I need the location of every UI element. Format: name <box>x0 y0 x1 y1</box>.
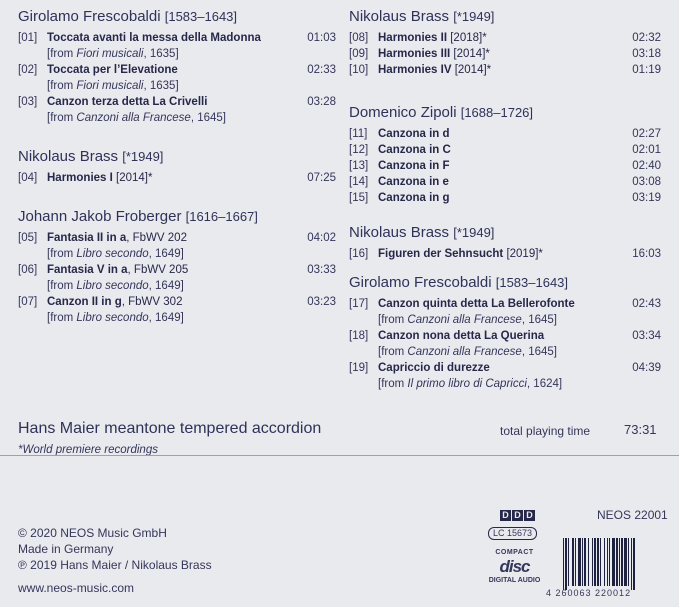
track-title-text: Harmonies IV <box>378 64 452 76</box>
track-duration: 16:03 <box>632 248 661 260</box>
track-number: [19] <box>349 362 369 374</box>
composer-years: [1616–1667] <box>185 209 258 224</box>
composer-years: [*1949] <box>122 149 164 164</box>
track-duration: 02:33 <box>307 64 336 76</box>
track-row <box>349 142 661 158</box>
track-number: [03] <box>18 96 38 108</box>
track-number: [11] <box>349 128 368 140</box>
composer-section <box>18 148 336 186</box>
track-row <box>349 246 661 262</box>
track-source <box>349 312 661 328</box>
composer-heading <box>18 148 336 166</box>
composer-heading <box>349 104 661 122</box>
track-title-suffix: [2019]* <box>503 248 543 260</box>
premiere-note: *World premiere recordings <box>18 444 158 456</box>
composer-name: Nikolaus Brass <box>349 224 450 241</box>
cd-logo-top: COMPACT <box>495 549 534 556</box>
barcode-bar <box>578 538 581 586</box>
track-title-suffix: , FbWV 302 <box>121 296 183 308</box>
track-duration: 04:39 <box>632 362 661 374</box>
barcode-bar <box>628 538 629 586</box>
track-title-text: Canzona in d <box>378 128 450 140</box>
track-duration: 03:19 <box>632 192 661 204</box>
track-title <box>378 174 449 190</box>
source-prefix: [from <box>47 248 77 260</box>
track-number: [06] <box>18 264 38 276</box>
track-title-suffix: [2014]* <box>450 48 490 60</box>
track-row <box>349 296 661 312</box>
track-title <box>378 46 490 62</box>
track-title-text: Canzona in g <box>378 192 450 204</box>
barcode-bar <box>621 538 623 586</box>
track-source <box>18 78 336 94</box>
track-title-text: Canzon II in g <box>47 296 122 308</box>
total-time-value: 73:31 <box>624 422 657 437</box>
track-source <box>349 344 661 360</box>
barcode-bar <box>631 538 632 590</box>
track-number: [15] <box>349 192 369 204</box>
composer-name: Johann Jakob Froberger <box>18 208 182 225</box>
phonogram-line: ℗ 2019 Hans Maier / Nikolaus Brass <box>18 558 212 572</box>
composer-years: [1688–1726] <box>460 105 534 120</box>
track-number: [16] <box>349 248 369 260</box>
track-row <box>18 262 336 278</box>
track-title-text: Harmonies III <box>378 48 451 60</box>
composer-heading <box>349 8 661 26</box>
track-title-suffix: , FbWV 205 <box>127 264 189 276</box>
barcode-number: 4 260063 220012 <box>546 588 632 598</box>
track-title-text: Canzon terza detta La Crivelli <box>47 96 208 108</box>
track-source <box>18 278 336 294</box>
track-title <box>378 126 450 142</box>
footer-divider <box>0 455 679 456</box>
source-suffix: , 1645] <box>521 346 557 358</box>
track-source <box>18 246 336 262</box>
composer-years: [*1949] <box>453 225 495 240</box>
source-prefix: [from <box>47 48 77 60</box>
track-duration: 07:25 <box>307 172 336 184</box>
track-row <box>349 62 661 78</box>
track-row <box>349 158 661 174</box>
track-title <box>378 158 450 174</box>
source-prefix: [from <box>378 314 408 326</box>
source-prefix: [from <box>47 280 77 292</box>
composer-section <box>349 104 661 206</box>
track-duration: 03:18 <box>632 48 661 60</box>
track-row <box>349 126 661 142</box>
source-suffix: , 1624] <box>526 378 563 390</box>
source-prefix: [from <box>378 378 408 390</box>
track-row <box>18 230 336 246</box>
track-title <box>47 262 188 278</box>
track-number: [09] <box>349 48 369 60</box>
track-title-text: Toccata per l’Elevatione <box>47 64 178 76</box>
barcode-bar <box>619 538 620 586</box>
track-title-suffix: , FbWV 202 <box>126 232 187 244</box>
cd-logo-mid: disc <box>499 557 530 576</box>
track-row <box>349 190 661 206</box>
barcode-bar <box>616 538 618 586</box>
track-number: [05] <box>18 232 38 244</box>
ddd-letter: D <box>524 510 535 521</box>
barcode-bar <box>568 538 569 586</box>
composer-section <box>18 8 336 126</box>
compact-disc-logo <box>487 548 542 586</box>
track-source <box>18 110 336 126</box>
track-title <box>378 296 575 312</box>
track-title <box>378 360 490 376</box>
track-title-suffix: [2018]* <box>447 32 487 44</box>
barcode-bar <box>582 538 583 586</box>
track-title-text: Canzona in F <box>378 160 450 172</box>
website-link[interactable]: www.neos-music.com <box>18 581 135 595</box>
track-title-text: Capriccio di durezze <box>378 362 490 374</box>
track-title <box>47 230 187 246</box>
track-duration: 02:43 <box>632 298 661 310</box>
composer-name: Girolamo Frescobaldi <box>349 274 492 291</box>
source-title: Canzoni alla Francese <box>407 346 522 358</box>
track-title <box>378 246 543 262</box>
source-prefix: [from <box>47 312 77 324</box>
track-title <box>47 94 207 110</box>
track-title-text: Harmonies II <box>378 32 448 44</box>
track-number: [07] <box>18 296 38 308</box>
source-suffix: , 1645] <box>190 112 226 124</box>
track-title <box>47 30 261 46</box>
track-duration: 04:02 <box>307 232 336 244</box>
source-title: Libro secondo <box>76 280 149 292</box>
track-number: [08] <box>349 32 369 44</box>
track-duration: 02:27 <box>632 128 661 140</box>
track-row <box>18 170 336 186</box>
track-number: [10] <box>349 64 369 76</box>
barcode-bar <box>604 538 605 586</box>
track-duration: 03:28 <box>307 96 336 108</box>
composer-heading <box>349 224 661 242</box>
track-title-text: Canzon nona detta La Querina <box>378 330 545 342</box>
source-prefix: [from <box>378 346 408 358</box>
track-row <box>349 174 661 190</box>
track-duration: 03:34 <box>632 330 661 342</box>
track-number: [04] <box>18 172 38 184</box>
source-suffix: , 1649] <box>148 312 184 324</box>
source-suffix: , 1635] <box>143 80 179 92</box>
track-duration: 01:03 <box>307 32 336 44</box>
track-title-text: Canzona in e <box>378 176 449 188</box>
track-title-text: Figuren der Sehnsucht <box>378 248 504 260</box>
track-title-suffix: [2014]* <box>112 172 153 184</box>
source-suffix: , 1645] <box>521 314 557 326</box>
track-number: [18] <box>349 330 369 342</box>
composer-years: [1583–1643] <box>164 9 238 24</box>
track-row <box>349 328 661 344</box>
track-row <box>349 360 661 376</box>
track-row <box>349 46 661 62</box>
composer-heading <box>18 208 336 226</box>
track-row <box>18 294 336 310</box>
track-duration: 03:08 <box>632 176 661 188</box>
composer-heading <box>18 8 336 26</box>
track-title-text: Harmonies I <box>47 172 113 184</box>
made-in-line: Made in Germany <box>18 542 114 556</box>
barcode-bar <box>572 538 574 586</box>
barcode-bar <box>588 538 589 586</box>
composer-years: [*1949] <box>453 9 495 24</box>
track-duration: 03:23 <box>307 296 336 308</box>
barcode-bar <box>592 538 593 586</box>
source-title: Libro secondo <box>76 248 149 260</box>
track-source <box>18 46 336 62</box>
track-duration: 02:40 <box>632 160 661 172</box>
track-number: [17] <box>349 298 369 310</box>
catalog-number: NEOS 22001 <box>597 508 668 522</box>
track-duration: 03:33 <box>307 264 336 276</box>
track-duration: 02:32 <box>632 32 661 44</box>
ddd-logo <box>500 510 535 521</box>
cd-logo-bottom: DIGITAL AUDIO <box>488 577 541 584</box>
barcode-bar <box>607 538 608 586</box>
track-title-text: Fantasia V in a <box>47 264 128 276</box>
barcode-bar <box>597 538 599 586</box>
track-number: [02] <box>18 64 38 76</box>
track-title <box>47 170 152 186</box>
composer-section <box>349 8 661 78</box>
source-title: Canzoni alla Francese <box>407 314 522 326</box>
track-title-text: Toccata avanti la messa della Madonna <box>47 32 261 44</box>
source-prefix: [from <box>47 112 77 124</box>
barcode-bar <box>633 538 635 590</box>
barcode-bar <box>594 538 596 586</box>
track-row <box>18 30 336 46</box>
track-source <box>349 376 661 392</box>
barcode-bar <box>575 538 576 586</box>
track-title <box>378 142 451 158</box>
track-title <box>378 62 491 78</box>
performer-credit <box>18 420 321 438</box>
track-title <box>47 294 182 310</box>
track-number: [01] <box>18 32 38 44</box>
track-title <box>378 190 450 206</box>
track-title <box>47 62 178 78</box>
barcode <box>561 538 669 590</box>
track-title-text: Canzon quinta detta La Bellerofonte <box>378 298 575 310</box>
barcode-bar <box>609 538 610 586</box>
composer-name: Girolamo Frescobaldi <box>18 8 161 25</box>
track-duration: 01:19 <box>632 64 661 76</box>
ddd-letter: D <box>512 510 523 521</box>
source-title: Fiori musicali <box>76 80 144 92</box>
source-prefix: [from <box>47 80 77 92</box>
barcode-bar <box>584 538 586 586</box>
composer-name: Nikolaus Brass <box>349 8 450 25</box>
track-title-suffix: [2014]* <box>451 64 492 76</box>
composer-name: Domenico Zipoli <box>349 104 457 121</box>
track-row <box>18 94 336 110</box>
performer-instrument: meantone tempered accordion <box>99 420 322 437</box>
track-duration: 02:01 <box>632 144 661 156</box>
composer-section <box>18 208 336 326</box>
barcode-bar <box>600 538 601 586</box>
track-title-text: Canzona in C <box>378 144 451 156</box>
track-number: [14] <box>349 176 369 188</box>
track-title <box>378 328 544 344</box>
source-title: Il primo libro di Capricci <box>407 378 527 390</box>
performer-name: Hans Maier <box>18 420 100 437</box>
composer-years: [1583–1643] <box>495 275 569 290</box>
total-time-label: total playing time <box>500 424 591 438</box>
source-suffix: , 1649] <box>148 248 184 260</box>
source-suffix: , 1635] <box>143 48 179 60</box>
source-title: Fiori musicali <box>76 48 144 60</box>
track-number: [13] <box>349 160 369 172</box>
track-title-text: Fantasia II in a <box>47 232 127 244</box>
source-title: Libro secondo <box>76 312 149 324</box>
barcode-bar <box>565 538 567 590</box>
copyright-line: © 2020 NEOS Music GmbH <box>18 526 167 540</box>
label-code: LC 15673 <box>488 527 537 540</box>
barcode-bar <box>612 538 615 586</box>
composer-heading <box>349 274 661 292</box>
track-title <box>378 30 487 46</box>
source-title: Canzoni alla Francese <box>76 112 191 124</box>
track-number: [12] <box>349 144 369 156</box>
barcode-bar <box>563 538 564 590</box>
composer-section <box>349 274 661 392</box>
track-row <box>349 30 661 46</box>
track-source <box>18 310 336 326</box>
composer-name: Nikolaus Brass <box>18 148 119 165</box>
track-row <box>18 62 336 78</box>
composer-section <box>349 224 661 262</box>
ddd-letter: D <box>500 510 511 521</box>
source-suffix: , 1649] <box>148 280 184 292</box>
barcode-bar <box>624 538 627 586</box>
